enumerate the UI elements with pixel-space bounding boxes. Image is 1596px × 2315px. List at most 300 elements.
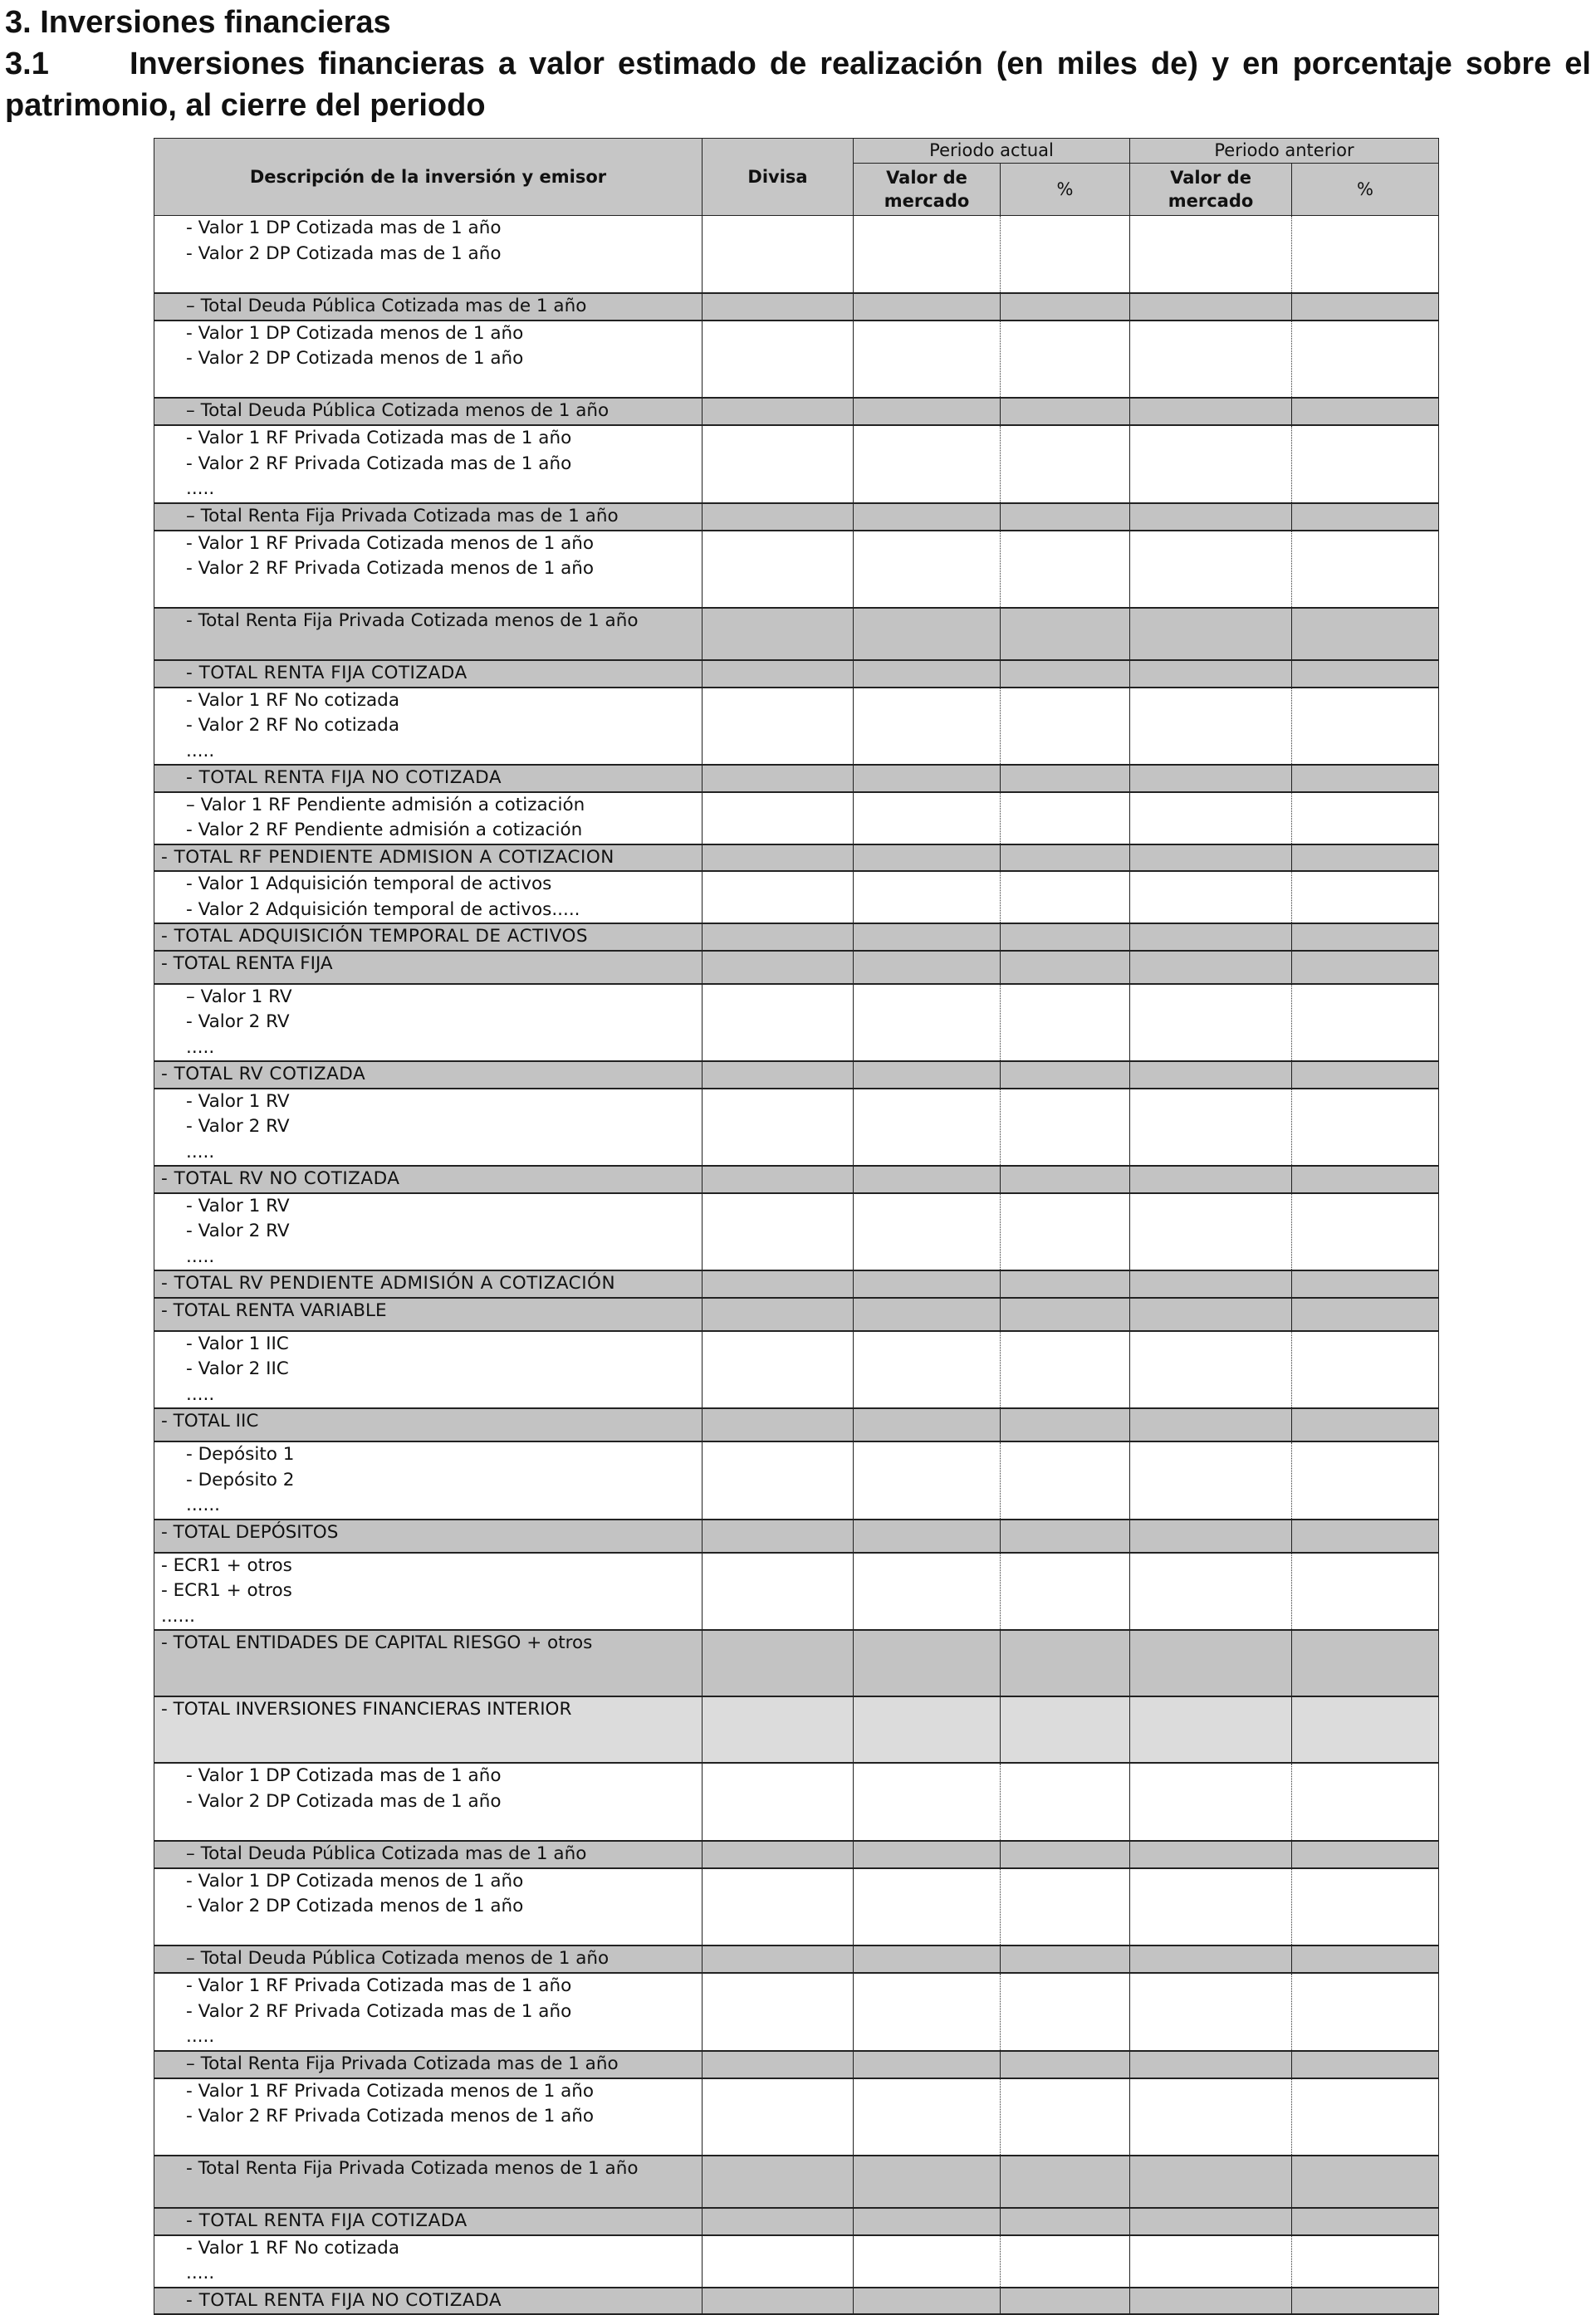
total-row (154, 660, 1439, 688)
row-description (154, 2078, 703, 2156)
row-current-percent-cell (1001, 951, 1130, 984)
row-previous-value-cell (1130, 425, 1292, 503)
total-row (154, 923, 1439, 951)
row-line: ..... (186, 2263, 215, 2283)
row-description (154, 293, 703, 321)
row-current-percent-cell (1001, 216, 1130, 293)
row-line (161, 1920, 695, 1945)
row-description (154, 2235, 703, 2288)
row-currency-cell (703, 608, 854, 660)
row-line: ..... (186, 2026, 215, 2047)
header-description: Descripción de la inversión y emisor (154, 139, 703, 216)
item-row (154, 216, 1439, 293)
total-row (154, 1945, 1439, 1973)
row-line: ..... (186, 1246, 215, 1267)
row-current-percent-cell (1001, 1408, 1130, 1441)
row-current-percent-cell (1001, 2288, 1130, 2315)
row-line: - ECR1 + otros (161, 1580, 292, 1601)
row-line: – Total Renta Fija Privada Cotizada mas de 1 año (186, 505, 619, 526)
total-row (154, 951, 1439, 984)
row-current-value-cell (854, 1696, 1001, 1763)
header-market-value-current: Valor de mercado (854, 164, 1001, 216)
row-current-value-cell (854, 531, 1001, 609)
row-currency-cell (703, 1166, 854, 1193)
row-current-value-cell (854, 844, 1001, 872)
row-current-value-cell (854, 321, 1001, 399)
row-previous-percent-cell (1292, 984, 1439, 1062)
row-line: - Valor 2 DP Cotizada menos de 1 año (186, 1896, 524, 1916)
item-row (154, 1868, 1439, 1946)
row-previous-percent-cell (1292, 2208, 1439, 2235)
row-previous-value-cell (1130, 1763, 1292, 1841)
row-line (161, 372, 695, 398)
row-currency-cell (703, 425, 854, 503)
row-previous-value-cell (1130, 1868, 1292, 1946)
row-description (154, 2288, 703, 2315)
row-line: - TOTAL RV PENDIENTE ADMISIÓN A COTIZACIÓN (161, 1273, 616, 1294)
row-line: ..... (186, 1141, 215, 1162)
row-previous-value-cell (1130, 1061, 1292, 1089)
row-current-value-cell (854, 984, 1001, 1062)
row-currency-cell (703, 2288, 854, 2315)
row-previous-percent-cell (1292, 1193, 1439, 1271)
row-previous-percent-cell (1292, 1166, 1439, 1193)
row-description (154, 792, 703, 844)
row-description (154, 531, 703, 609)
row-previous-value-cell (1130, 1630, 1292, 1696)
row-previous-value-cell (1130, 503, 1292, 531)
row-current-percent-cell (1001, 1841, 1130, 1868)
row-current-percent-cell (1001, 398, 1130, 425)
row-current-value-cell (854, 425, 1001, 503)
row-currency-cell (703, 1408, 854, 1441)
row-line: - TOTAL RENTA FIJA NO COTIZADA (186, 2289, 502, 2311)
row-current-percent-cell (1001, 923, 1130, 951)
row-previous-percent-cell (1292, 792, 1439, 844)
row-previous-value-cell (1130, 951, 1292, 984)
row-description (154, 2051, 703, 2078)
row-line: - Valor 2 RF Privada Cotizada mas de 1 año (186, 2000, 572, 2022)
row-currency-cell (703, 1868, 854, 1946)
row-current-value-cell (854, 293, 1001, 321)
row-current-value-cell (854, 2235, 1001, 2288)
total-row (154, 1408, 1439, 1441)
row-current-value-cell (854, 2288, 1001, 2315)
row-current-value-cell (854, 1270, 1001, 1298)
row-current-value-cell (854, 871, 1001, 923)
item-row (154, 1441, 1439, 1520)
total-row (154, 1520, 1439, 1553)
row-current-percent-cell (1001, 1696, 1130, 1763)
row-previous-percent-cell (1292, 503, 1439, 531)
row-description (154, 1331, 703, 1409)
row-description (154, 1630, 703, 1696)
row-line: - TOTAL INVERSIONES FINANCIERAS INTERIOR (161, 1699, 572, 1720)
row-currency-cell (703, 1763, 854, 1841)
row-previous-value-cell (1130, 1973, 1292, 2051)
row-previous-percent-cell (1292, 1841, 1439, 1868)
row-currency-cell (703, 216, 854, 293)
row-previous-percent-cell (1292, 1089, 1439, 1167)
item-row (154, 871, 1439, 923)
row-line: - TOTAL RENTA FIJA NO COTIZADA (186, 767, 502, 788)
section-title: 3. Inversiones financieras (5, 5, 391, 40)
row-previous-value-cell (1130, 923, 1292, 951)
row-previous-percent-cell (1292, 844, 1439, 872)
row-description (154, 844, 703, 872)
row-previous-percent-cell (1292, 398, 1439, 425)
row-previous-value-cell (1130, 1408, 1292, 1441)
row-previous-value-cell (1130, 765, 1292, 792)
row-current-percent-cell (1001, 984, 1130, 1062)
row-currency-cell (703, 984, 854, 1062)
row-line (161, 2130, 695, 2156)
row-description (154, 1441, 703, 1520)
row-previous-percent-cell (1292, 293, 1439, 321)
row-previous-percent-cell (1292, 951, 1439, 984)
row-current-value-cell (854, 660, 1001, 688)
row-currency-cell (703, 688, 854, 766)
row-previous-value-cell (1130, 1166, 1292, 1193)
row-line: - Valor 1 RF No cotizada (186, 689, 399, 711)
row-previous-value-cell (1130, 1089, 1292, 1167)
row-previous-percent-cell (1292, 765, 1439, 792)
total-row (154, 1166, 1439, 1193)
row-line: - Valor 1 Adquisición temporal de activos (186, 874, 552, 894)
total-row (154, 398, 1439, 425)
row-current-percent-cell (1001, 1553, 1130, 1631)
row-previous-value-cell (1130, 2208, 1292, 2235)
row-line: ..... (186, 740, 215, 761)
row-previous-percent-cell (1292, 1408, 1439, 1441)
item-row (154, 2235, 1439, 2288)
row-description (154, 1868, 703, 1946)
row-current-value-cell (854, 1553, 1001, 1631)
row-currency-cell (703, 1270, 854, 1298)
row-line: - Valor 1 RV (186, 1195, 290, 1216)
item-row (154, 1193, 1439, 1271)
row-current-value-cell (854, 1520, 1001, 1553)
row-line: - Valor 2 IIC (186, 1358, 289, 1379)
row-line: - TOTAL RENTA FIJA COTIZADA (186, 663, 468, 683)
total-row (154, 1270, 1439, 1298)
row-previous-percent-cell (1292, 660, 1439, 688)
row-description (154, 1945, 703, 1973)
row-line: - TOTAL ENTIDADES DE CAPITAL RIESGO + otros (161, 1632, 593, 1653)
row-currency-cell (703, 871, 854, 923)
row-line: ...... (161, 1605, 196, 1627)
row-line: - Valor 2 RV (186, 1116, 290, 1137)
total-row (154, 2288, 1439, 2315)
row-line: - Valor 2 Adquisición temporal de activos..... (186, 898, 580, 920)
row-previous-percent-cell (1292, 531, 1439, 609)
row-previous-percent-cell (1292, 1763, 1439, 1841)
row-previous-percent-cell (1292, 1630, 1439, 1696)
row-current-value-cell (854, 792, 1001, 844)
row-previous-percent-cell (1292, 688, 1439, 766)
row-current-value-cell (854, 503, 1001, 531)
row-previous-value-cell (1130, 1331, 1292, 1409)
row-description (154, 2208, 703, 2235)
row-previous-value-cell (1130, 1520, 1292, 1553)
row-current-value-cell (854, 1945, 1001, 1973)
row-current-percent-cell (1001, 1166, 1130, 1193)
row-current-value-cell (854, 1089, 1001, 1167)
table-body (154, 216, 1439, 2315)
row-description (154, 398, 703, 425)
row-current-percent-cell (1001, 1441, 1130, 1520)
total-row (154, 844, 1439, 872)
row-current-value-cell (854, 1331, 1001, 1409)
row-previous-value-cell (1130, 216, 1292, 293)
row-line (161, 1814, 695, 1840)
row-previous-value-cell (1130, 2235, 1292, 2288)
row-description (154, 765, 703, 792)
row-current-percent-cell (1001, 293, 1130, 321)
row-current-value-cell (854, 1841, 1001, 1868)
row-current-percent-cell (1001, 2156, 1130, 2208)
row-line: ..... (186, 1036, 215, 1058)
row-current-value-cell (854, 2156, 1001, 2208)
item-row (154, 2078, 1439, 2156)
row-previous-value-cell (1130, 1193, 1292, 1271)
row-currency-cell (703, 1630, 854, 1696)
row-line: - Valor 1 DP Cotizada menos de 1 año (186, 1870, 524, 1892)
row-current-percent-cell (1001, 660, 1130, 688)
row-description (154, 1408, 703, 1441)
row-line: - Valor 2 RF Pendiente admisión a cotización (186, 820, 583, 840)
row-description (154, 1553, 703, 1631)
header-current-period: Periodo actual (854, 139, 1130, 164)
row-currency-cell (703, 531, 854, 609)
row-currency-cell (703, 1061, 854, 1089)
row-description (154, 321, 703, 399)
row-previous-value-cell (1130, 321, 1292, 399)
row-previous-percent-cell (1292, 2078, 1439, 2156)
row-currency-cell (703, 2156, 854, 2208)
row-previous-value-cell (1130, 1298, 1292, 1331)
row-line: - Valor 1 RF Privada Cotizada menos de 1 año (186, 2080, 595, 2102)
row-description (154, 1166, 703, 1193)
row-previous-percent-cell (1292, 321, 1439, 399)
row-line: - Valor 2 RF No cotizada (186, 715, 399, 736)
row-line: - Valor 2 RF Privada Cotizada menos de 1 año (186, 558, 595, 579)
row-currency-cell (703, 1298, 854, 1331)
row-current-percent-cell (1001, 844, 1130, 872)
row-previous-value-cell (1130, 688, 1292, 766)
row-previous-percent-cell (1292, 1270, 1439, 1298)
row-current-percent-cell (1001, 2078, 1130, 2156)
row-description (154, 1696, 703, 1763)
row-current-value-cell (854, 923, 1001, 951)
row-currency-cell (703, 1441, 854, 1520)
row-line: – Total Renta Fija Privada Cotizada mas de 1 año (186, 2053, 619, 2074)
row-currency-cell (703, 792, 854, 844)
row-line: - Valor 2 RV (186, 1011, 290, 1032)
investments-table (154, 138, 1439, 2315)
row-current-value-cell (854, 765, 1001, 792)
row-description (154, 923, 703, 951)
item-row (154, 425, 1439, 503)
row-currency-cell (703, 2078, 854, 2156)
total-row (154, 2208, 1439, 2235)
row-line: - TOTAL RENTA FIJA (161, 952, 333, 974)
item-row (154, 1089, 1439, 1167)
total-row (154, 1630, 1439, 1696)
row-line: - Valor 2 DP Cotizada menos de 1 año (186, 348, 524, 369)
header-currency: Divisa (703, 139, 854, 216)
row-current-value-cell (854, 1868, 1001, 1946)
row-description (154, 660, 703, 688)
row-previous-value-cell (1130, 398, 1292, 425)
subsection-text: Inversiones financieras a valor estimado de realización (en miles de) y en porcentaje sobre el patrimonio, al cierre del periodo (5, 46, 1591, 123)
row-current-percent-cell (1001, 531, 1130, 609)
row-previous-percent-cell (1292, 216, 1439, 293)
row-line: – Total Deuda Pública Cotizada menos de 1 año (186, 1948, 610, 1969)
row-previous-percent-cell (1292, 1696, 1439, 1763)
row-description (154, 1298, 703, 1331)
row-current-percent-cell (1001, 688, 1130, 766)
row-description (154, 1520, 703, 1553)
header-market-value-previous: Valor de mercado (1130, 164, 1292, 216)
total-row (154, 293, 1439, 321)
row-current-percent-cell (1001, 1973, 1130, 2051)
row-description (154, 871, 703, 923)
row-currency-cell (703, 1193, 854, 1271)
item-row (154, 688, 1439, 766)
total-row (154, 2051, 1439, 2078)
row-current-percent-cell (1001, 1193, 1130, 1271)
row-current-value-cell (854, 1166, 1001, 1193)
item-row (154, 321, 1439, 399)
row-previous-percent-cell (1292, 1520, 1439, 1553)
row-line: - TOTAL ADQUISICIÓN TEMPORAL DE ACTIVOS (161, 926, 589, 947)
row-current-percent-cell (1001, 1270, 1130, 1298)
row-line: - Total Renta Fija Privada Cotizada menos de 1 año (186, 2158, 639, 2179)
row-description (154, 688, 703, 766)
row-previous-percent-cell (1292, 2235, 1439, 2288)
row-currency-cell (703, 1696, 854, 1763)
row-current-percent-cell (1001, 1298, 1130, 1331)
row-currency-cell (703, 923, 854, 951)
row-line (161, 582, 695, 608)
row-previous-percent-cell (1292, 608, 1439, 660)
row-currency-cell (703, 951, 854, 984)
row-line: - Valor 2 DP Cotizada mas de 1 año (186, 1790, 502, 1812)
row-current-value-cell (854, 1441, 1001, 1520)
row-previous-value-cell (1130, 2051, 1292, 2078)
row-current-value-cell (854, 2208, 1001, 2235)
row-line: – Total Deuda Pública Cotizada menos de 1 año (186, 400, 610, 421)
row-currency-cell (703, 2208, 854, 2235)
row-current-value-cell (854, 1408, 1001, 1441)
row-current-value-cell (854, 1630, 1001, 1696)
total-row (154, 1061, 1439, 1089)
row-current-percent-cell (1001, 1945, 1130, 1973)
row-current-percent-cell (1001, 1763, 1130, 1841)
total-row (154, 1696, 1439, 1763)
row-line: - Valor 2 DP Cotizada mas de 1 año (186, 242, 502, 264)
row-current-percent-cell (1001, 1089, 1130, 1167)
row-currency-cell (703, 765, 854, 792)
row-previous-value-cell (1130, 984, 1292, 1062)
row-line: - TOTAL DEPÓSITOS (161, 1521, 339, 1543)
row-currency-cell (703, 844, 854, 872)
row-previous-percent-cell (1292, 2156, 1439, 2208)
row-currency-cell (703, 398, 854, 425)
row-currency-cell (703, 293, 854, 321)
row-current-value-cell (854, 688, 1001, 766)
row-current-percent-cell (1001, 2208, 1130, 2235)
item-row (154, 792, 1439, 844)
row-previous-percent-cell (1292, 1868, 1439, 1946)
row-current-value-cell (854, 2051, 1001, 2078)
row-description (154, 608, 703, 660)
total-row (154, 2156, 1439, 2208)
row-line: – Total Deuda Pública Cotizada mas de 1 año (186, 295, 587, 316)
row-line: – Valor 1 RF Pendiente admisión a cotización (186, 794, 585, 815)
row-description (154, 503, 703, 531)
row-previous-value-cell (1130, 1441, 1292, 1520)
row-line: ..... (186, 1383, 215, 1405)
row-previous-percent-cell (1292, 871, 1439, 923)
row-line: - Total Renta Fija Privada Cotizada menos de 1 año (186, 610, 639, 631)
row-line (161, 267, 695, 292)
item-row (154, 1553, 1439, 1631)
item-row (154, 984, 1439, 1062)
row-previous-value-cell (1130, 660, 1292, 688)
row-line: - Valor 1 IIC (186, 1333, 289, 1354)
row-currency-cell (703, 2235, 854, 2288)
row-previous-percent-cell (1292, 923, 1439, 951)
row-previous-percent-cell (1292, 1945, 1439, 1973)
row-line: – Total Deuda Pública Cotizada mas de 1 año (186, 1843, 587, 1864)
row-current-percent-cell (1001, 2235, 1130, 2288)
row-current-value-cell (854, 1763, 1001, 1841)
row-current-value-cell (854, 1061, 1001, 1089)
row-description (154, 425, 703, 503)
row-previous-value-cell (1130, 2156, 1292, 2208)
row-line: - Valor 1 RF Privada Cotizada mas de 1 año (186, 428, 572, 448)
row-currency-cell (703, 321, 854, 399)
row-previous-percent-cell (1292, 1331, 1439, 1409)
row-currency-cell (703, 1945, 854, 1973)
header-previous-period: Periodo anterior (1130, 139, 1439, 164)
row-currency-cell (703, 1089, 854, 1167)
row-previous-value-cell (1130, 871, 1292, 923)
row-description (154, 1089, 703, 1167)
row-previous-value-cell (1130, 2078, 1292, 2156)
row-description (154, 984, 703, 1062)
titles-block (5, 2, 1591, 126)
row-description (154, 1061, 703, 1089)
row-previous-percent-cell (1292, 1973, 1439, 2051)
row-currency-cell (703, 2051, 854, 2078)
row-previous-value-cell (1130, 293, 1292, 321)
row-previous-percent-cell (1292, 1298, 1439, 1331)
row-current-percent-cell (1001, 503, 1130, 531)
row-previous-value-cell (1130, 844, 1292, 872)
row-current-percent-cell (1001, 608, 1130, 660)
row-current-value-cell (854, 1193, 1001, 1271)
row-line: - Valor 1 RF Privada Cotizada mas de 1 año (186, 1975, 572, 1996)
row-line: - TOTAL RV NO COTIZADA (161, 1168, 400, 1189)
row-current-percent-cell (1001, 871, 1130, 923)
row-current-value-cell (854, 608, 1001, 660)
total-row (154, 1298, 1439, 1331)
row-current-value-cell (854, 1973, 1001, 2051)
row-previous-value-cell (1130, 2288, 1292, 2315)
